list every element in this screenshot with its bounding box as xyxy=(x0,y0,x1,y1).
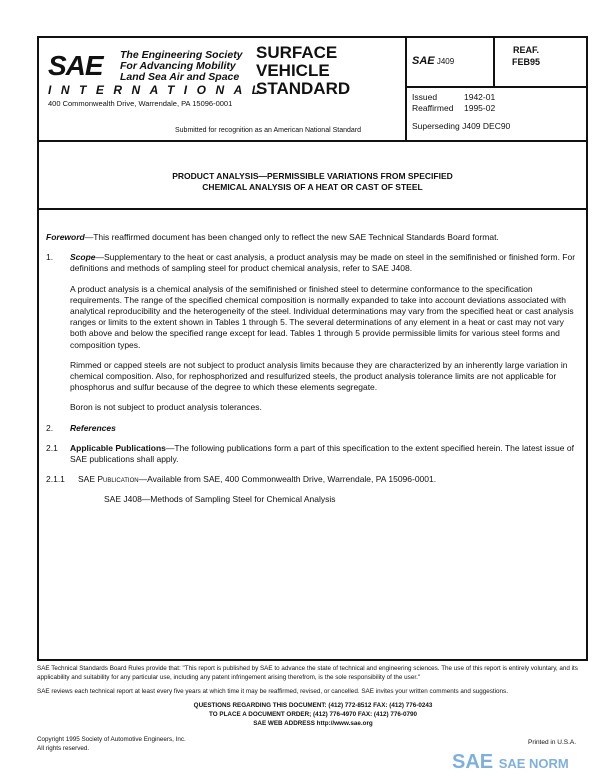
section-label: References xyxy=(70,422,116,433)
tagline-line: The Engineering Society xyxy=(120,49,243,61)
paragraph: Rimmed or capped steels are not subject to product analysis limits because they are characterized by an inherently large variation in chemical composition. Also, for rephosphorized and resulfurized steels, the product analysis tolerance limits are not applicable for phosphorus and sulfur because of the degree to which these elements segregate. xyxy=(70,359,568,393)
reaffirmed-label: Reaffirmed xyxy=(412,103,454,113)
tagline-line: For Advancing Mobility xyxy=(120,60,236,72)
section-references xyxy=(46,423,578,434)
copyright: Copyright 1995 Society of Automotive Engineers, Inc. xyxy=(37,736,186,743)
divider xyxy=(405,36,407,142)
doc-number xyxy=(412,55,454,67)
section-text: —Supplementary to the heat or cast analysis, a product analysis may be made on steel in the semifinished or finished form. For definitions and methods of sampling steel for product chemical analysis, refer to SAE J408. xyxy=(70,252,576,274)
standard-type xyxy=(256,44,350,98)
rights: All rights reserved. xyxy=(37,745,90,752)
section-label: Applicable Publications xyxy=(70,442,166,453)
society-tagline xyxy=(120,50,243,83)
reaf-box xyxy=(512,44,540,68)
address: 400 Commonwealth Drive, Warrendale, PA 15096-0001 xyxy=(48,99,233,108)
order-line: TO PLACE A DOCUMENT ORDER; (412) 776-4970 FAX: (412) 776-0790 xyxy=(209,711,417,718)
sae-logo: SAE xyxy=(48,50,103,81)
doc-number-text: J409 xyxy=(436,57,455,66)
reaf-label: REAF. xyxy=(513,45,540,55)
section-scope xyxy=(46,252,578,274)
footer xyxy=(37,664,589,753)
section-text: —Available from SAE, 400 Commonwealth Drive, Warrendale, PA 15096-0001. xyxy=(138,474,437,485)
issued-date: 1942-01 xyxy=(464,92,496,102)
printed-note: Printed in U.S.A. xyxy=(528,739,577,746)
section-number: 2.1 xyxy=(46,442,58,453)
standard-line: SURFACE xyxy=(256,43,338,62)
international-label: INTERNATIONAL xyxy=(48,83,269,97)
standard-line: STANDARD xyxy=(256,79,351,98)
section-text: —The following publications form a part of this specification to the extent specified herein. The latest issue of SAE publications shall apply. xyxy=(70,442,574,465)
section-sae-publication xyxy=(46,474,578,485)
submitted-note: Submitted for recognition as an American National Standard xyxy=(175,127,361,134)
section-applicable-publications xyxy=(46,443,578,465)
section-number: 1. xyxy=(46,252,54,263)
foreword xyxy=(46,232,578,243)
web-address[interactable]: SAE WEB ADDRESS http://www.sae.org xyxy=(253,720,373,727)
issued-label: Issued xyxy=(412,92,438,102)
issue-dates xyxy=(412,92,516,114)
document-title xyxy=(37,171,588,193)
document-body xyxy=(46,232,578,515)
reaffirmed-date: 1995-02 xyxy=(464,103,496,113)
section-label: Scope xyxy=(70,252,96,263)
review-note: SAE reviews each technical report at least every five years at which time it may be reaffirmed, revised, or cancelled. SAE invites your written comments and suggestions. xyxy=(37,688,508,695)
foreword-text: —This reaffirmed document has been changed only to reflect the new SAE Technical Standards Board format. xyxy=(84,232,499,242)
standard-line: VEHICLE xyxy=(256,61,330,80)
reaf-date: FEB95 xyxy=(512,57,541,67)
superseding: Superseding J409 DEC90 xyxy=(412,121,511,131)
paragraph: Boron is not subject to product analysis tolerances. xyxy=(70,402,262,413)
sae-mark: SAE xyxy=(412,55,435,67)
sae-norm-watermark: SAE SAE NORM xyxy=(452,751,569,773)
section-number: 2. xyxy=(46,422,54,433)
reference-item: SAE J408—Methods of Sampling Steel for Chemical Analysis xyxy=(104,494,336,505)
title-line: CHEMICAL ANALYSIS OF A HEAT OR CAST OF STEEL xyxy=(202,182,423,192)
questions-line: QUESTIONS REGARDING THIS DOCUMENT: (412) 772-8512 FAX: (412) 776-0243 xyxy=(193,702,433,709)
rules-note: SAE Technical Standards Board Rules provide that: "This report is published by SAE to advance the state of technical and engineering sciences. The use of this report is entirely voluntary, and its applicability and suitability for any particular use, including any patent infringement arising therefrom, is the sole responsibility of the user." xyxy=(37,665,578,681)
tagline-line: Land Sea Air and Space xyxy=(120,71,240,83)
foreword-label: Foreword xyxy=(46,232,85,242)
paragraph: A product analysis is a chemical analysis of the semifinished or finished steel to determine conformance to the specification requirements. The range of the specified chemical composition is normally expanded to take into account deviations associated with analytical reproducibility and the heterogeneity of the steel. Individual determinations may vary from the specified heat or cast analysis ranges or limits to the extent shown in Tables 1 through 5. The several determinations of any element in a heat or cast may not vary both above and below the specified range except for lead. Tables 1 through 5 provide permissible limits for various steel forms and composition types. xyxy=(70,283,574,350)
divider xyxy=(405,86,588,88)
divider xyxy=(493,36,495,87)
section-number: 2.1.1 xyxy=(46,474,65,485)
section-label: SAE Publication xyxy=(78,474,139,485)
watermark-text: SAE NORM xyxy=(498,756,569,771)
title-line: PRODUCT ANALYSIS—PERMISSIBLE VARIATIONS FROM SPECIFIED xyxy=(172,171,453,181)
